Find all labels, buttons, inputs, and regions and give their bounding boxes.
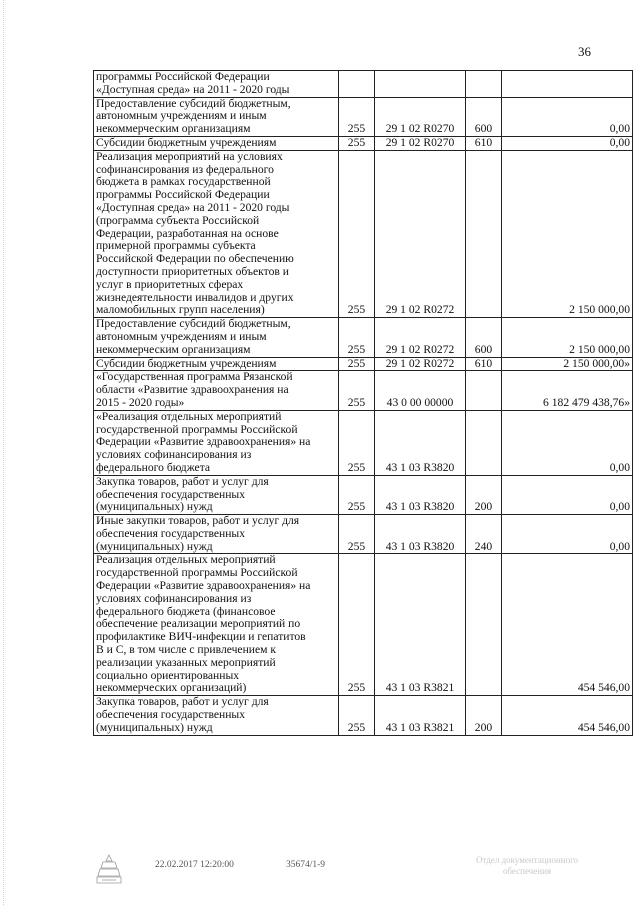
row-name: Предоставление субсидий бюджетным, автономным учреждениям и иным некоммерческим организациям bbox=[94, 318, 339, 357]
row-name: Предоставление субсидий бюджетным, автономным учреждениям и иным некоммерческим организациям bbox=[94, 97, 339, 136]
row-vr-code: 610 bbox=[466, 357, 502, 371]
table-row bbox=[94, 696, 633, 735]
row-name: Закупка товаров, работ и услуг для обеспечения государственных (муниципальных) нужд bbox=[94, 696, 339, 735]
scan-edge bbox=[3, 0, 5, 905]
row-name: программы Российской Федерации «Доступная среда» на 2011 - 2020 годы bbox=[94, 71, 339, 98]
row-vr-code: 600 bbox=[466, 97, 502, 136]
row-amount: 2 150 000,00 bbox=[502, 150, 633, 317]
row-amount: 2 150 000,00 bbox=[502, 318, 633, 357]
row-csr-code: 43 0 00 00000 bbox=[375, 371, 466, 410]
row-csr-code: 43 1 03 R3821 bbox=[375, 554, 466, 696]
row-vr-code bbox=[466, 410, 502, 475]
row-csr-code: 29 1 02 R0270 bbox=[375, 97, 466, 136]
table-row bbox=[94, 71, 633, 98]
table-row bbox=[94, 97, 633, 136]
table-row bbox=[94, 357, 633, 371]
row-amount: 0,00 bbox=[502, 97, 633, 136]
row-amount: 0,00 bbox=[502, 410, 633, 475]
row-name: Субсидии бюджетным учреждениям bbox=[94, 357, 339, 371]
page-number: 36 bbox=[578, 44, 591, 59]
row-csr-code: 43 1 03 R3820 bbox=[375, 410, 466, 475]
row-csr-code: 43 1 03 R3820 bbox=[375, 515, 466, 554]
table-row bbox=[94, 371, 633, 410]
table-row bbox=[94, 150, 633, 317]
table-row bbox=[94, 318, 633, 357]
row-amount: 0,00 bbox=[502, 515, 633, 554]
row-ved-code: 255 bbox=[339, 410, 375, 475]
row-ved-code: 255 bbox=[339, 696, 375, 735]
row-name: «Государственная программа Рязанской области «Развитие здравоохранения на 2015 - 2020 годы» bbox=[94, 371, 339, 410]
row-name: Реализация мероприятий на условиях софинансирования из федерального бюджета в рамках государственной программы Российской Федерации «Доступная среда» на 2011 - 2020 годы (программа субъекта Российской Федерации, разработанная на основе примерной программы субъекта Российской Федерации по обеспечению доступности приоритетных объектов и услуг в приоритетных сферах жизнедеятельности инвалидов и других маломобильных групп населения) bbox=[94, 150, 339, 317]
row-vr-code: 200 bbox=[466, 696, 502, 735]
row-name: Закупка товаров, работ и услуг для обеспечения государственных (муниципальных) нужд bbox=[94, 475, 339, 514]
row-name: Иные закупки товаров, работ и услуг для обеспечения государственных (муниципальных) нужд bbox=[94, 515, 339, 554]
row-vr-code bbox=[466, 554, 502, 696]
row-ved-code: 255 bbox=[339, 150, 375, 317]
row-csr-code: 29 1 02 R0272 bbox=[375, 318, 466, 357]
row-vr-code: 240 bbox=[466, 515, 502, 554]
stamp-icon bbox=[92, 852, 126, 886]
table-row bbox=[94, 410, 633, 475]
row-amount: 6 182 479 438,76» bbox=[502, 371, 633, 410]
footer-faded-note: Отдел документационного обеспечения bbox=[475, 855, 579, 876]
row-amount bbox=[502, 71, 633, 98]
footer-datetime: 22.02.2017 12:20:00 bbox=[155, 860, 234, 870]
row-ved-code: 255 bbox=[339, 515, 375, 554]
table-row bbox=[94, 515, 633, 554]
table-row bbox=[94, 554, 633, 696]
table-row bbox=[94, 475, 633, 514]
row-csr-code: 43 1 03 R3821 bbox=[375, 696, 466, 735]
row-ved-code: 255 bbox=[339, 136, 375, 150]
row-amount: 2 150 000,00» bbox=[502, 357, 633, 371]
row-vr-code: 600 bbox=[466, 318, 502, 357]
row-vr-code bbox=[466, 71, 502, 98]
row-ved-code: 255 bbox=[339, 554, 375, 696]
row-amount: 454 546,00 bbox=[502, 696, 633, 735]
budget-table bbox=[93, 70, 630, 736]
row-csr-code bbox=[375, 71, 466, 98]
row-vr-code bbox=[466, 371, 502, 410]
row-ved-code: 255 bbox=[339, 318, 375, 357]
row-ved-code: 255 bbox=[339, 475, 375, 514]
row-amount: 0,00 bbox=[502, 475, 633, 514]
row-name: «Реализация отдельных мероприятий государственной программы Российской Федерации «Развитие здравоохранения» на условиях софинансирования из федерального бюджета bbox=[94, 410, 339, 475]
row-amount: 454 546,00 bbox=[502, 554, 633, 696]
row-ved-code bbox=[339, 71, 375, 98]
row-csr-code: 29 1 02 R0272 bbox=[375, 357, 466, 371]
row-amount: 0,00 bbox=[502, 136, 633, 150]
row-csr-code: 43 1 03 R3820 bbox=[375, 475, 466, 514]
row-vr-code bbox=[466, 150, 502, 317]
row-vr-code: 610 bbox=[466, 136, 502, 150]
row-ved-code: 255 bbox=[339, 371, 375, 410]
footer-doc-number: 35674/1-9 bbox=[286, 860, 326, 870]
table-row bbox=[94, 136, 633, 150]
row-csr-code: 29 1 02 R0272 bbox=[375, 150, 466, 317]
row-csr-code: 29 1 02 R0270 bbox=[375, 136, 466, 150]
row-ved-code: 255 bbox=[339, 357, 375, 371]
row-ved-code: 255 bbox=[339, 97, 375, 136]
row-name: Субсидии бюджетным учреждениям bbox=[94, 136, 339, 150]
row-vr-code: 200 bbox=[466, 475, 502, 514]
row-name: Реализация отдельных мероприятий государственной программы Российской Федерации «Развитие здравоохранения» на условиях софинансирования из федерального бюджета (финансовое обеспечение реализации мероприятий по профилактике ВИЧ-инфекции и гепатитов В и С, в том числе с привлечением к реализации указанных мероприятий социально ориентированных некоммерческих организаций) bbox=[94, 554, 339, 696]
